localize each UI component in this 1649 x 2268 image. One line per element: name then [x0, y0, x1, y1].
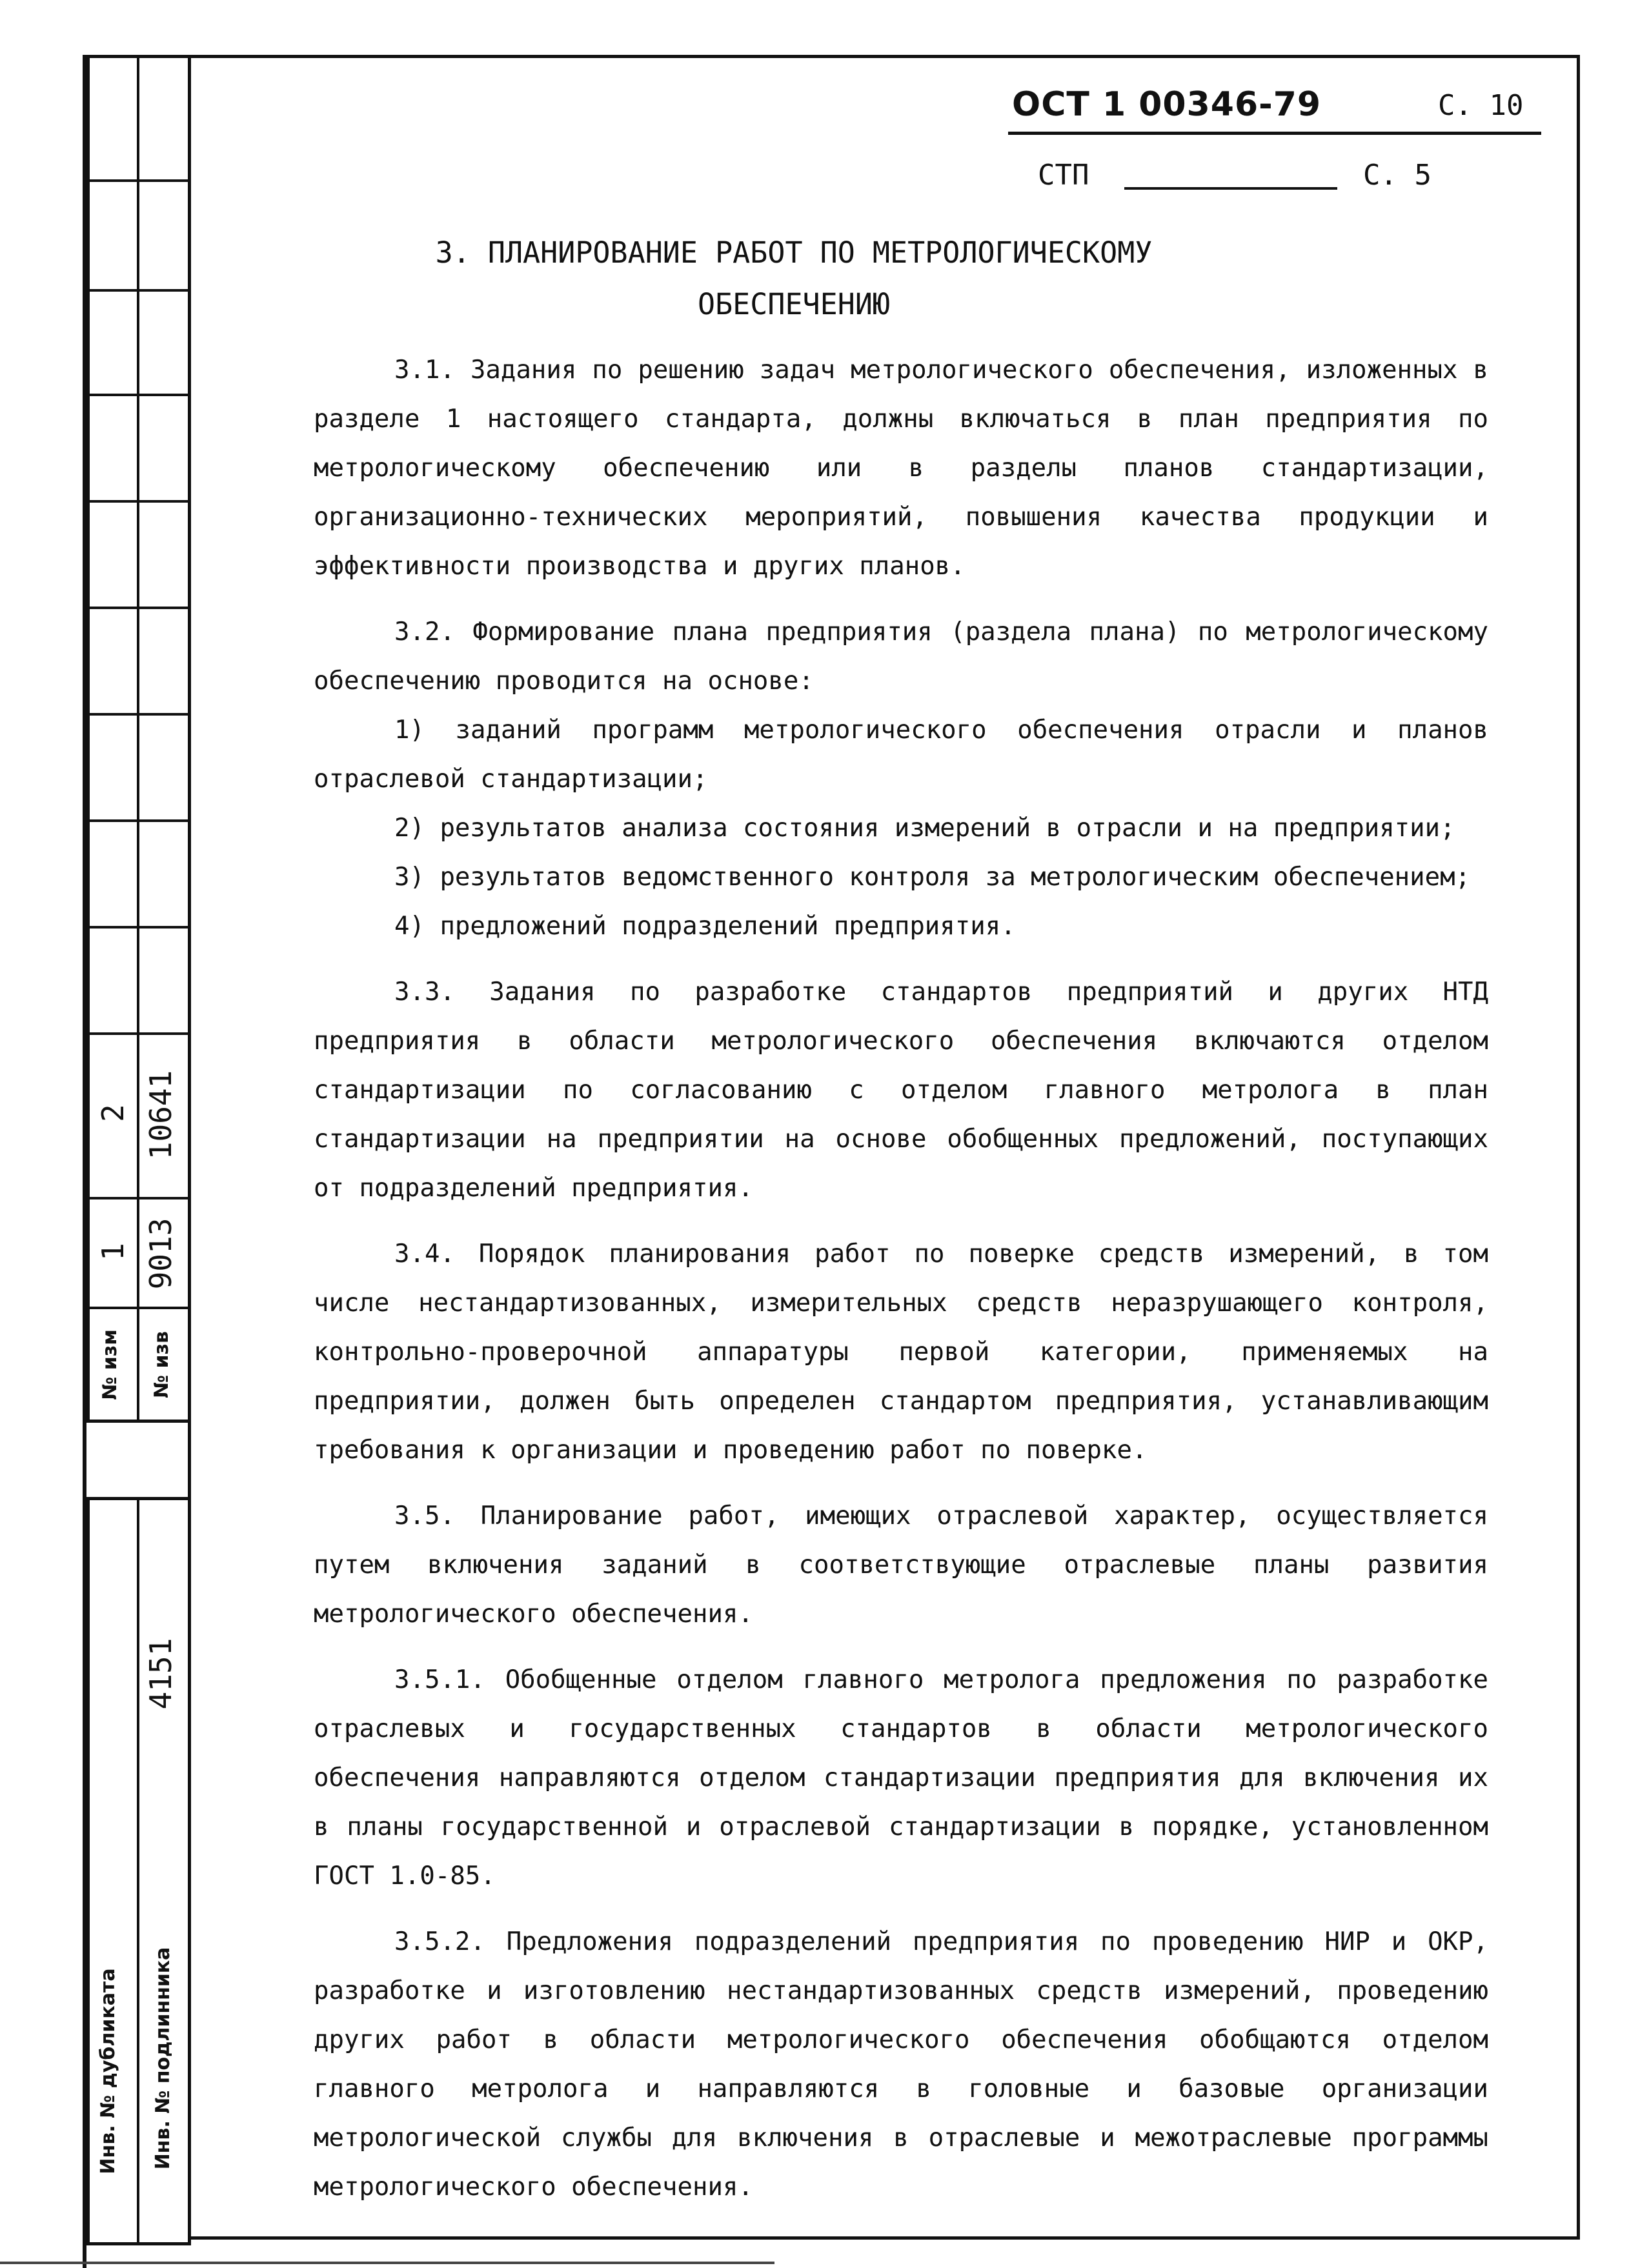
section-title-line1: 3. ПЛАНИРОВАНИЕ РАБОТ ПО МЕТРОЛОГИЧЕСКОМУ: [435, 236, 1153, 270]
paragraph-3-3: 3.3. Задания по разработке стандартов предприятий и других НТД предприятия в области метрологического обеспечения включаются отделом стандартизации по согласованию с отделом главного метролога в план стандартизации на предприятии на основе обобщенных предложений, поступающих от подразделений предприятия.: [314, 978, 1488, 1203]
podl-label: Инв. № подлинника: [152, 1947, 174, 2170]
section-title-line2: ОБЕСПЕЧЕНИЮ: [697, 287, 890, 321]
stp-number-blank: [1124, 187, 1337, 190]
side-stamp-row-line: [86, 607, 191, 609]
header-rule: [1008, 132, 1541, 135]
paragraph-3-4: 3.4. Порядок планирования работ по поверке средств измерений, в том числе нестандартизованных, измерительных средств неразрушающего контроля, контрольно-проверочной аппаратуры первой категории, применяемых на предприятии, должен быть определен стандартом предприятия, устанавливающим требования к организации и проведению работ по поверке.: [314, 1239, 1488, 1465]
side-stamp-row-line: [86, 819, 191, 822]
side-stamp-row-line: [86, 713, 191, 716]
stp-label: СТП: [1038, 159, 1089, 192]
side-stamp-row-line: [86, 500, 191, 503]
side-stamp-lower-divider: [137, 1497, 139, 2245]
doc-page-number: С. 10: [1438, 89, 1524, 122]
izm-value-1: 1: [96, 1243, 130, 1261]
izv-label: № изв: [150, 1331, 173, 1398]
list-item-3-2-4: 4) предложений подразделений предприятия.: [394, 912, 1016, 941]
izm-label: № изм: [99, 1329, 121, 1400]
dubl-label: Инв. № дубликата: [97, 1968, 119, 2174]
section-title: [323, 227, 1265, 330]
paragraph-3-1: 3.1. Задания по решению задач метрологического обеспечения, изложенных в разделе 1 настоящего стандарта, должны включаться в план предприятия по метрологическому обеспечению или в разделы планов стандартизации, организационно-технических мероприятий, повышения качества продукции и эффективности производства и других планов.: [314, 356, 1488, 581]
paragraph-3-5-1: 3.5.1. Обобщенные отделом главного метролога предложения по разработке отраслевых и государственных стандартов в области метрологического обеспечения направляются отделом стандартизации предприятия для включения их в планы государственной и отраслевой стандартизации в порядке, установленном ГОСТ 1.0-85.: [314, 1665, 1488, 1891]
doc-code: ОСТ 1 00346-79: [1012, 85, 1322, 124]
podl-value: 4151: [143, 1638, 178, 1710]
list-item-3-2-3: 3) результатов ведомственного контроля за метрологическим обеспечением;: [394, 863, 1471, 892]
izv-value-10641: 10641: [143, 1070, 178, 1160]
list-item-3-2-2: 2) результатов анализа состояния измерений в отрасли и на предприятии;: [394, 814, 1455, 843]
side-stamp-row-line: [86, 394, 191, 396]
side-stamp-row-line: [86, 179, 191, 182]
list-item-3-2-1: 1) заданий программ метрологического обеспечения отрасли и планов отраслевой стандартизации;: [314, 716, 1488, 794]
side-stamp-upper-divider: [137, 55, 139, 1423]
side-stamp-row-line: [86, 289, 191, 292]
bottom-edge-line: [0, 2262, 774, 2264]
document-body: [314, 346, 1488, 2212]
side-stamp-row-line: [86, 1307, 191, 1309]
izv-value-9013: 9013: [143, 1218, 178, 1290]
side-stamp-row-line: [86, 1197, 191, 1199]
paragraph-3-5-2: 3.5.2. Предложения подразделений предприятия по проведению НИР и ОКР, разработке и изготовлению нестандартизованных средств измерений, проведению других работ в области метрологического обеспечения обобщаются отделом главного метролога и направляются в головные и базовые организации метрологической службы для включения в отраслевые и межотраслевые программы метрологического обеспечения.: [314, 1927, 1488, 2202]
side-stamp-row-line: [86, 926, 191, 928]
izm-value-2: 2: [96, 1104, 130, 1122]
stp-page-number: С. 5: [1363, 159, 1431, 192]
side-stamp-row-line: [86, 1032, 191, 1035]
paragraph-3-2: 3.2. Формирование плана предприятия (раздела плана) по метрологическому обеспечению проводится на основе:: [314, 617, 1488, 696]
paragraph-3-5: 3.5. Планирование работ, имеющих отраслевой характер, осуществляется путем включения заданий в соответствующие отраслевые планы развития метрологического обеспечения.: [314, 1501, 1488, 1629]
